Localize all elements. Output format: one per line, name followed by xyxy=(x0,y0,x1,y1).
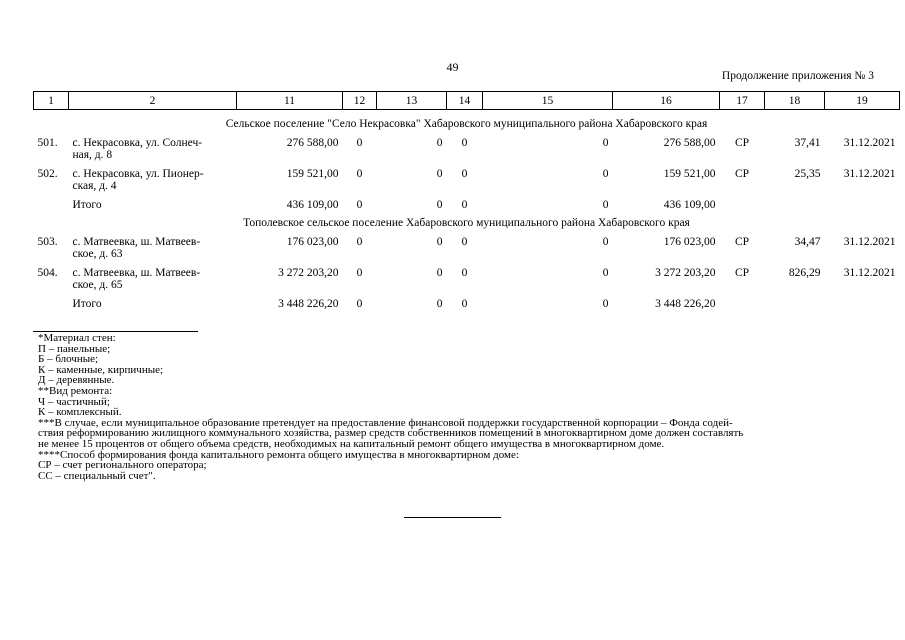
cell-17: СР xyxy=(734,137,750,149)
cell-11: 159 521,00 xyxy=(286,168,339,180)
header-cell: 11 xyxy=(237,92,343,110)
cell-13: 0 xyxy=(436,236,443,248)
table-row xyxy=(34,165,900,196)
address-line: ская, д. 4 xyxy=(72,180,117,192)
cell-14: 0 xyxy=(461,137,468,149)
table-row xyxy=(34,233,900,264)
cell-12: 0 xyxy=(356,168,363,180)
header-cell: 13 xyxy=(377,92,447,110)
address-cell xyxy=(69,134,237,165)
row-number: 502. xyxy=(37,168,58,180)
cell-15: 0 xyxy=(602,267,609,279)
cell-17: СР xyxy=(734,236,750,248)
section-title-row xyxy=(34,214,900,233)
footnote-item: Д – деревянные. xyxy=(38,374,115,387)
cell-13: 0 xyxy=(436,168,443,180)
total-cell-13: 0 xyxy=(436,199,443,211)
footnote-fund-title: ****Способ формирования фонда капитального ремонта общего имущества в многоквартирном доме: xyxy=(38,448,519,461)
address-cell xyxy=(69,233,237,264)
address-line: ское, д. 63 xyxy=(72,248,123,260)
cell-18: 34,47 xyxy=(794,236,821,248)
cell-15: 0 xyxy=(602,236,609,248)
cell-13: 0 xyxy=(436,137,443,149)
cell-19: 31.12.2021 xyxy=(843,267,896,279)
section-title-row xyxy=(34,110,900,135)
total-cell-11: 436 109,00 xyxy=(286,199,339,211)
cell-18: 37,41 xyxy=(794,137,821,149)
footnote-item: П – панельные; xyxy=(38,342,111,355)
footnote-item: К – каменные, кирпичные; xyxy=(38,363,164,376)
table-body xyxy=(34,92,900,314)
total-label: Итого xyxy=(72,199,102,211)
total-cell-14: 0 xyxy=(461,298,468,310)
cell-19: 31.12.2021 xyxy=(843,168,896,180)
header-cell: 16 xyxy=(613,92,720,110)
header-cell: 1 xyxy=(34,92,69,110)
footnote-item: СР – счет регионального оператора; xyxy=(38,459,207,472)
address-line: с. Некрасовка, ул. Солнеч- xyxy=(72,137,203,149)
cell-18: 826,29 xyxy=(788,267,821,279)
header-cell: 15 xyxy=(483,92,613,110)
total-cell-16: 436 109,00 xyxy=(663,199,716,211)
total-cell-14: 0 xyxy=(461,199,468,211)
footnote-note3: ***В случае, если муниципальное образование претендует на предоставление финансовой поддержки государственной корпорации – Фонда содей- xyxy=(38,416,733,429)
address-line: с. Матвеевка, ш. Матвеев- xyxy=(72,236,201,248)
cell-14: 0 xyxy=(461,236,468,248)
header-cell: 14 xyxy=(447,92,483,110)
total-cell-12: 0 xyxy=(356,199,363,211)
address-cell xyxy=(69,264,237,295)
cell-15: 0 xyxy=(602,137,609,149)
end-divider xyxy=(404,517,501,518)
row-number: 503. xyxy=(37,236,58,248)
address-line: с. Матвеевка, ш. Матвеев- xyxy=(72,267,201,279)
address-line: ское, д. 65 xyxy=(72,279,123,291)
header-cell: 12 xyxy=(343,92,377,110)
footnote-note3: не менее 15 процентов от общего объема средств, необходимых на капитальный ремонт общего имущества в многоквартирном доме. xyxy=(38,437,665,450)
cell-16: 276 588,00 xyxy=(663,137,716,149)
continuation-label: Продолжение приложения № 3 xyxy=(721,70,874,82)
total-row xyxy=(34,196,900,214)
cell-16: 176 023,00 xyxy=(663,236,716,248)
footnote-item: Б – блочные; xyxy=(38,353,99,366)
page-number: 49 xyxy=(446,60,459,74)
footnote-walls-title: *Материал стен: xyxy=(38,332,116,344)
cell-12: 0 xyxy=(356,137,363,149)
cell-11: 276 588,00 xyxy=(286,137,339,149)
header-cell: 17 xyxy=(720,92,765,110)
footnote-note3: ствия реформированию жилищного коммунального хозяйства, размер средств собственников помещений в многоквартирном доме должен составлять xyxy=(38,427,744,440)
cell-18: 25,35 xyxy=(794,168,821,180)
total-cell-11: 3 448 226,20 xyxy=(278,298,339,310)
header-cell: 18 xyxy=(765,92,825,110)
cell-17: СР xyxy=(734,267,750,279)
address-line: ная, д. 8 xyxy=(72,149,113,161)
cell-15: 0 xyxy=(602,168,609,180)
total-cell-15: 0 xyxy=(602,199,609,211)
cell-13: 0 xyxy=(436,267,443,279)
total-cell-12: 0 xyxy=(356,298,363,310)
footnotes xyxy=(38,333,876,481)
header-cell: 19 xyxy=(825,92,900,110)
cell-11: 3 272 203,20 xyxy=(278,267,339,279)
total-label: Итого xyxy=(72,298,102,310)
table-header-row xyxy=(34,92,900,110)
cell-14: 0 xyxy=(461,267,468,279)
footnote-item: Ч – частичный; xyxy=(38,395,110,408)
section-title: Тополевское сельское поселение Хабаровского муниципального района Хабаровского края xyxy=(243,217,690,229)
cell-14: 0 xyxy=(461,168,468,180)
table-row xyxy=(34,134,900,165)
cell-12: 0 xyxy=(356,236,363,248)
cell-12: 0 xyxy=(356,267,363,279)
cell-16: 3 272 203,20 xyxy=(655,267,716,279)
total-cell-13: 0 xyxy=(436,298,443,310)
table-row xyxy=(34,264,900,295)
footnote-item: СС – специальный счет". xyxy=(38,469,156,482)
total-cell-16: 3 448 226,20 xyxy=(655,298,716,310)
cell-19: 31.12.2021 xyxy=(843,236,896,248)
footnote-repair-title: **Вид ремонта: xyxy=(38,384,113,397)
address-cell xyxy=(69,165,237,196)
row-number: 504. xyxy=(37,267,58,279)
cell-17: СР xyxy=(734,168,750,180)
footnote-item: К – комплексный. xyxy=(38,406,122,419)
cell-19: 31.12.2021 xyxy=(843,137,896,149)
total-cell-15: 0 xyxy=(602,298,609,310)
header-cell: 2 xyxy=(69,92,237,110)
total-row xyxy=(34,295,900,313)
section-title: Сельское поселение "Село Некрасовка" Хабаровского муниципального района Хабаровского края xyxy=(225,118,708,130)
row-number: 501. xyxy=(37,137,58,149)
cell-16: 159 521,00 xyxy=(663,168,716,180)
data-table xyxy=(33,91,900,313)
address-line: с. Некрасовка, ул. Пионер- xyxy=(72,168,204,180)
cell-11: 176 023,00 xyxy=(286,236,339,248)
